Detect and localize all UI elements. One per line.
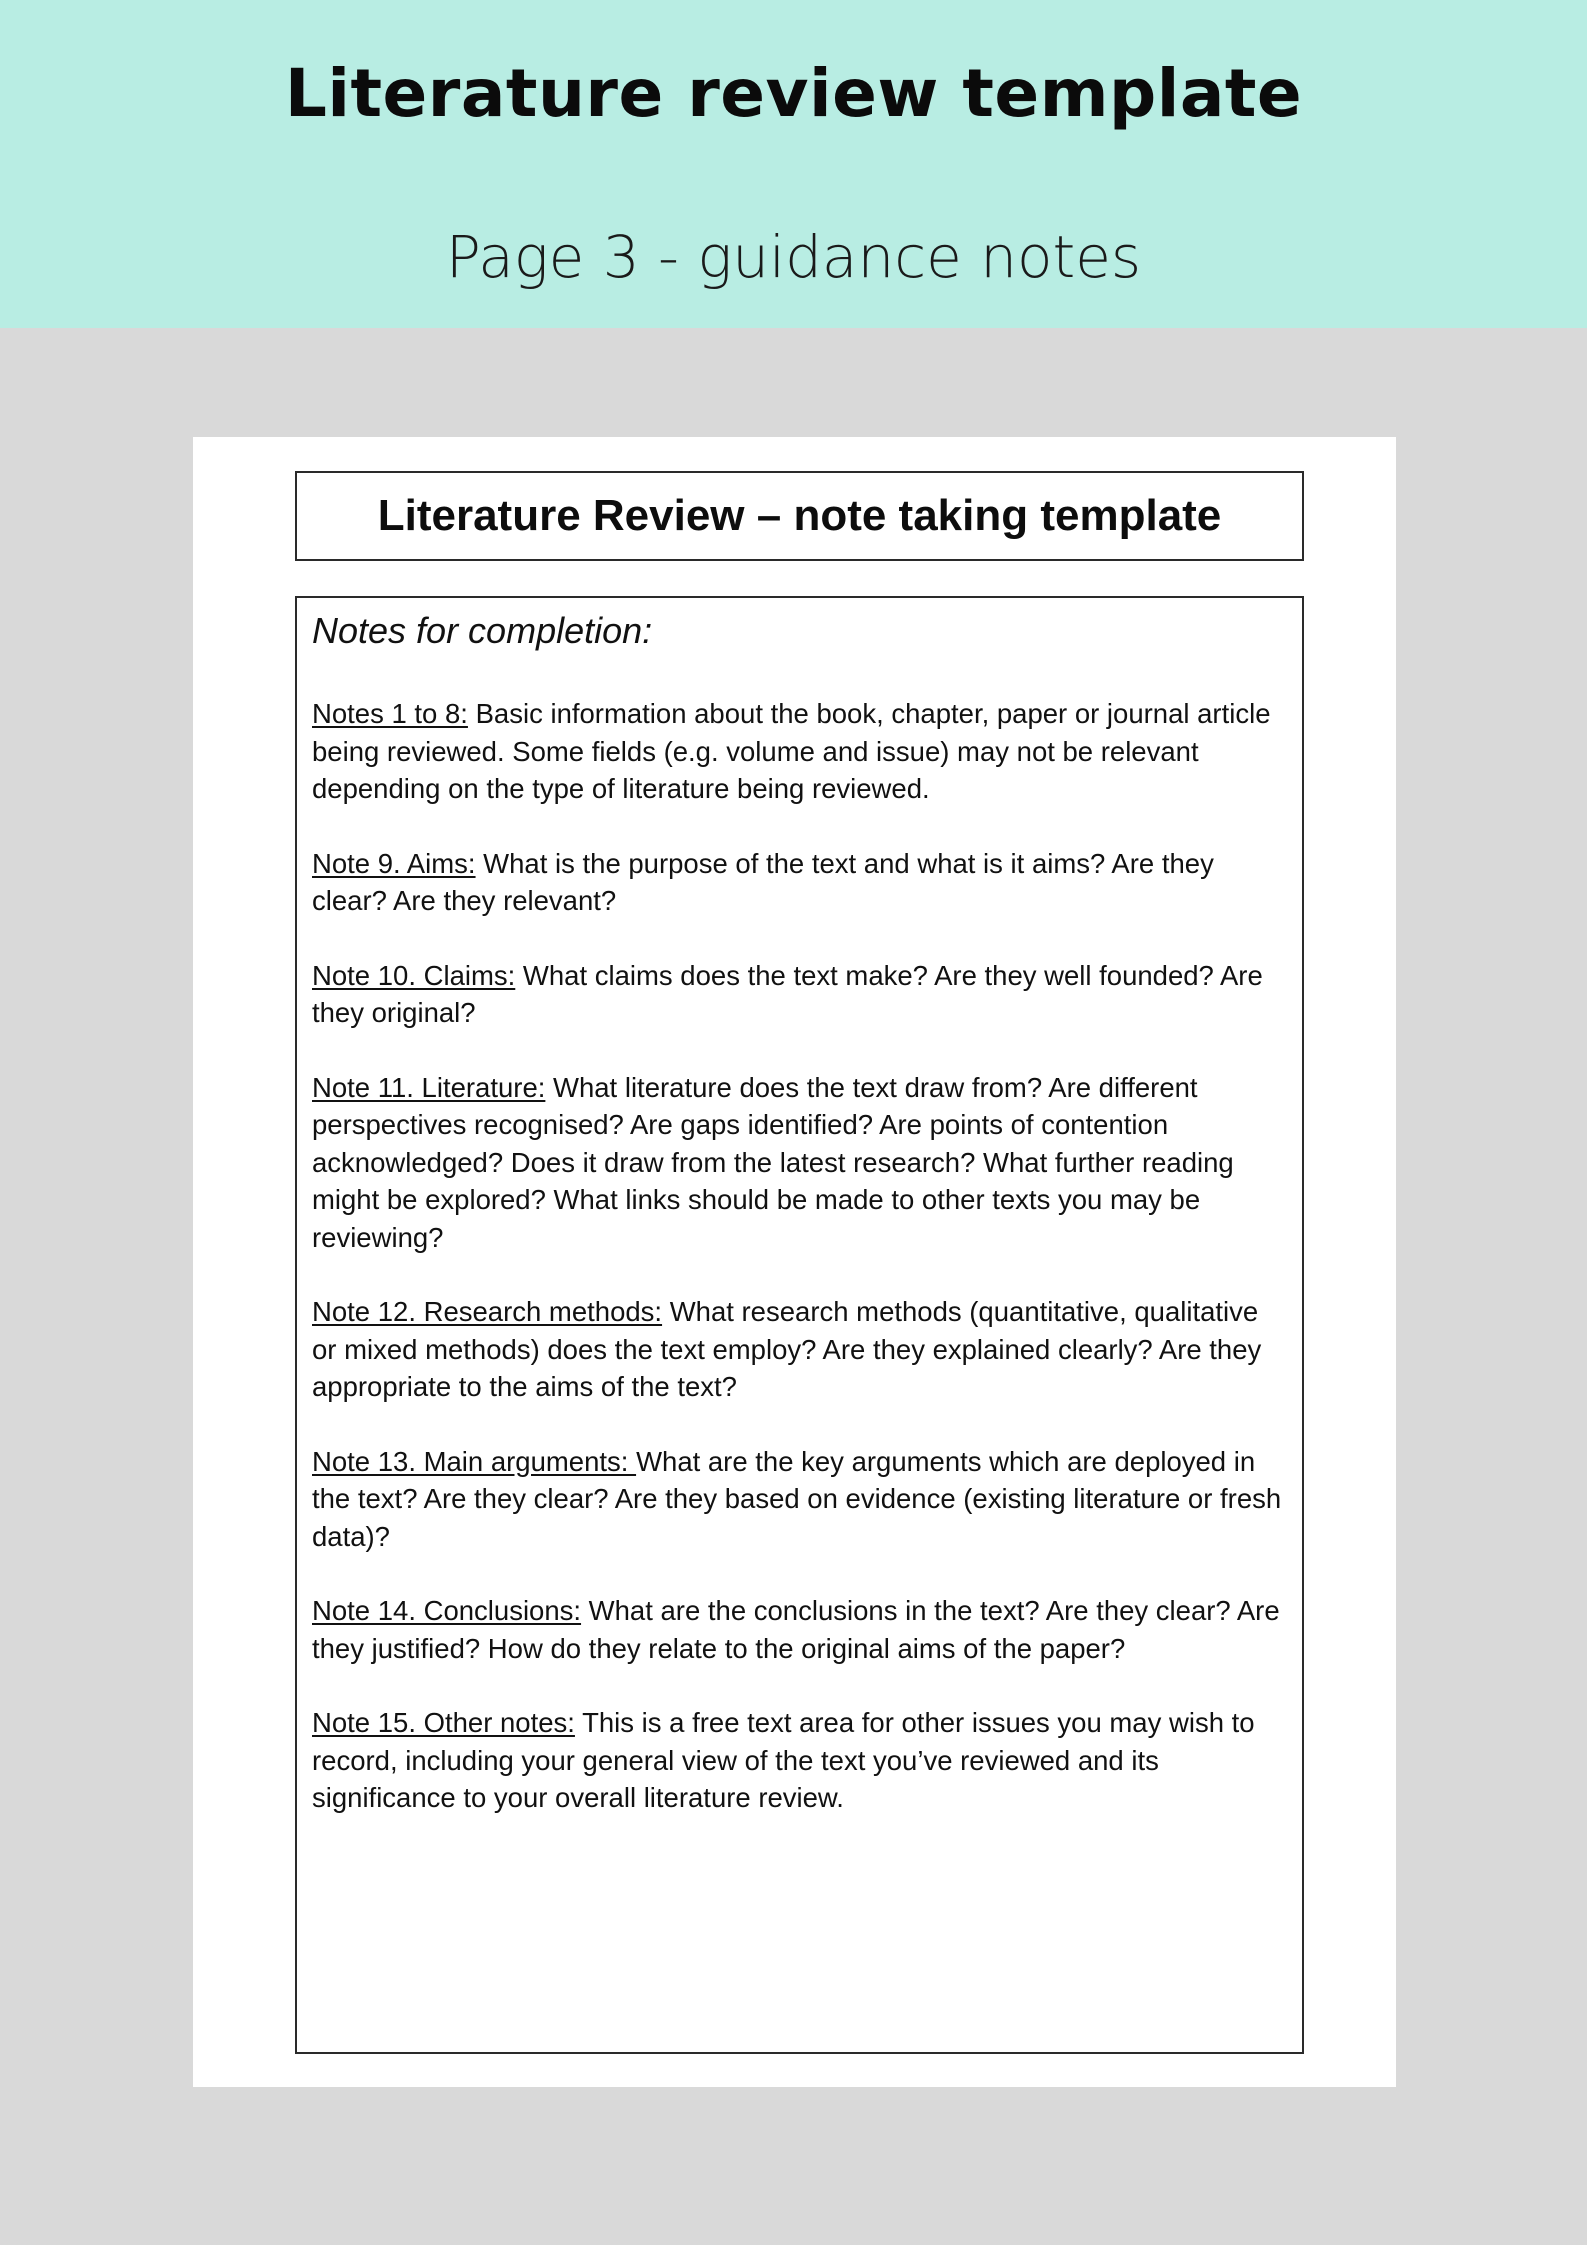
- note-text: What claims does the text make? Are they well founded? Are they original?: [312, 959, 1263, 1028]
- notes-heading: Notes for completion:: [312, 610, 653, 651]
- note-label: Note 14. Conclusions:: [312, 1595, 582, 1626]
- note-label: Note 11. Literature:: [312, 1071, 546, 1103]
- note-1-to-8: [312, 695, 1288, 808]
- note-15-other-notes: [312, 1704, 1288, 1817]
- page-title: Literature review template: [284, 55, 1303, 132]
- page-subtitle: Page 3 - guidance notes: [445, 223, 1142, 291]
- note-label: Note 15. Other notes:: [312, 1707, 575, 1738]
- note-label: Note 10. Claims:: [312, 959, 516, 991]
- document-title: Literature Review – note taking template: [377, 491, 1222, 540]
- note-text: This is a free text area for other issues you may wish to record, including your general view of the text you’ve reviewed and its significance to your overall literature review.: [312, 1707, 1255, 1813]
- document-sheet: [193, 437, 1396, 2087]
- document-title-box: [295, 471, 1304, 561]
- note-11-literature: [312, 1069, 1288, 1257]
- note-13-main-arguments: [312, 1443, 1288, 1556]
- note-14-conclusions: [312, 1592, 1288, 1667]
- note-9-aims: [312, 845, 1288, 920]
- note-text: What is the purpose of the text and what is it aims? Are they clear? Are they relevant?: [312, 847, 1214, 916]
- note-label: Note 13. Main arguments:: [312, 1445, 637, 1477]
- note-text: What literature does the text draw from? Are different perspectives recognised? Are gaps identified? Are points of contention acknowledged? Does it draw from the latest research? What further reading might be explored? What links should be made to other texts you may be reviewing?: [312, 1071, 1234, 1253]
- note-10-claims: [312, 957, 1288, 1032]
- note-text: What research methods (quantitative, qualitative or mixed methods) does the text employ? Are they explained clearly? Are they appropriate to the aims of the text?: [312, 1296, 1262, 1402]
- note-label: Note 12. Research methods:: [312, 1296, 663, 1327]
- note-label: Notes 1 to 8:: [312, 698, 468, 729]
- note-text: What are the conclusions in the text? Are they clear? Are they justified? How do they relate to the original aims of the paper?: [312, 1595, 1280, 1664]
- note-label: Note 9. Aims:: [312, 847, 476, 879]
- header-banner: [0, 0, 1587, 328]
- notes-box: [295, 596, 1304, 2054]
- note-12-research-methods: [312, 1293, 1288, 1406]
- note-text: Basic information about the book, chapter, paper or journal article being reviewed. Some fields (e.g. volume and issue) may not be relevant depending on the type of literature being reviewed.: [312, 698, 1271, 804]
- note-text: What are the key arguments which are deployed in the text? Are they clear? Are they based on evidence (existing literature or fresh data)?: [312, 1445, 1282, 1552]
